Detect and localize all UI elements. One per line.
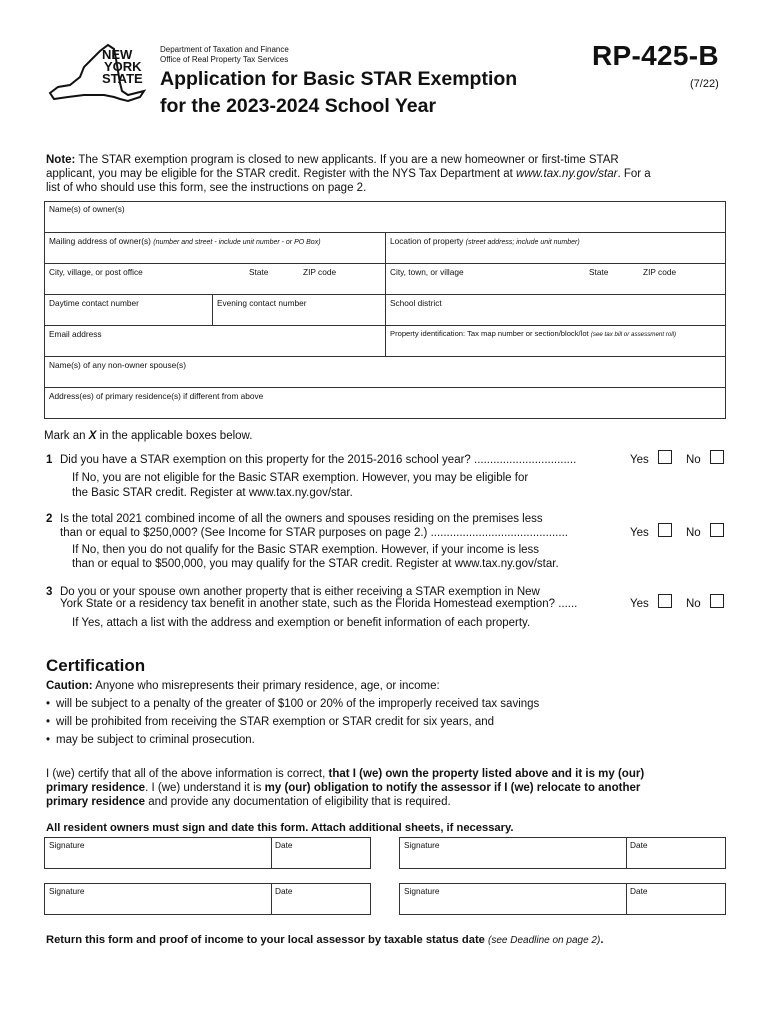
caution-text: Anyone who misrepresents their primary residence, age, or income: [92, 680, 440, 692]
daytime-phone-field[interactable] [44, 294, 213, 326]
mailing-city-field[interactable] [44, 263, 386, 295]
signature-label-3: Signature [49, 886, 85, 896]
return-hint: (see Deadline on page 2) [488, 935, 601, 946]
question-2-text-line1: Is the total 2021 combined income of all the owners and spouses residing on the premises less [60, 513, 543, 525]
property-zip-label: ZIP code [643, 267, 677, 277]
certify-line1 [46, 767, 644, 781]
office-name: Office of Real Property Tax Services [160, 54, 289, 64]
location-label-text: Location of property [390, 236, 464, 246]
signature-label-2: Signature [404, 840, 440, 850]
certify-text-3b: and provide any documentation of eligibility that is required. [145, 796, 451, 808]
school-district-field[interactable] [385, 294, 726, 326]
form-number: RP-425-B [592, 40, 719, 71]
question-2-no-checkbox[interactable] [710, 523, 724, 537]
mailing-address-field[interactable] [44, 232, 386, 264]
question-2 [46, 512, 726, 576]
question-1-number: 1 [46, 454, 53, 466]
caution-bullet-2-text: will be prohibited from receiving the STAR exemption or STAR credit for six years, and [56, 716, 495, 728]
mailing-zip-label: ZIP code [303, 267, 337, 277]
certify-text-2a: primary residence [46, 782, 146, 794]
owners-name-field[interactable] [44, 201, 726, 233]
certify-line2 [46, 781, 640, 795]
note-label: Note: [46, 154, 76, 166]
nys-logo [44, 41, 154, 107]
department-name: Department of Taxation and Finance [160, 45, 289, 54]
signature-label-1: Signature [49, 840, 85, 850]
question-2-no-label: No [686, 527, 701, 539]
certification-heading: Certification [46, 656, 146, 675]
email-field[interactable] [44, 325, 386, 357]
question-3-text-line1: Do you or your spouse own another property that is either receiving a STAR exemption in New [60, 586, 540, 598]
property-id-label [390, 329, 676, 338]
date-label-3: Date [275, 886, 293, 896]
question-2-text-line2: than or equal to $250,000? (See Income for STAR purposes on page 2.) ........................................... [60, 527, 568, 539]
owner-info-grid [44, 201, 726, 419]
question-1 [46, 453, 726, 503]
spouse-name-label: Name(s) of any non-owner spouse(s) [49, 360, 186, 370]
question-3-text-line2: York State or a residency tax benefit in another state, such as the Florida Homestead exemption? ...... [60, 598, 578, 610]
note-line1: The STAR exemption program is closed to new applicants. If you are a new homeowner or first-time STAR [75, 154, 619, 166]
mailing-state-label: State [249, 267, 269, 277]
form-revision-date: (7/22) [690, 78, 719, 90]
city-town-label: City, town, or village [390, 267, 464, 277]
question-3-yes-label: Yes [630, 598, 649, 610]
question-1-yes-label: Yes [630, 454, 649, 466]
mailing-hint: (number and street - include unit number - or PO Box) [153, 239, 321, 246]
form-title [160, 66, 517, 120]
return-text: Return this form and proof of income to your local assessor by taxable status date [46, 934, 488, 946]
logo-text-new: NEW [102, 47, 133, 62]
caution-bullet-1-text: will be subject to a penalty of the greater of $100 or 20% of the improperly received tax savings [56, 698, 540, 710]
property-location-label [390, 236, 580, 246]
signature-box-2[interactable] [399, 837, 726, 869]
certify-text-3a: primary residence [46, 796, 146, 808]
return-instruction [46, 934, 603, 946]
caution-bullet-1: • will be subject to a penalty of the greater of $100 or 20% of the improperly received tax savings [46, 698, 540, 710]
certify-line3 [46, 795, 451, 809]
question-2-yes-label: Yes [630, 527, 649, 539]
department-header [160, 45, 289, 64]
question-2-note-line2: than or equal to $500,000, you may qualify for the STAR credit. Register at www.tax.ny.gov/star. [72, 558, 559, 570]
daytime-phone-label: Daytime contact number [49, 298, 139, 308]
question-1-no-checkbox[interactable] [710, 450, 724, 464]
question-2-number: 2 [46, 513, 53, 525]
form-title-line1: Application for Basic STAR Exemption [160, 68, 518, 90]
caution-label: Caution: [46, 680, 93, 692]
date-label-1: Date [275, 840, 293, 850]
evening-phone-label: Evening contact number [217, 298, 307, 308]
certify-text-1b: that I (we) own the property listed above and it is my (our) [328, 768, 645, 780]
signature-box-3[interactable] [44, 883, 371, 915]
question-3-number: 3 [46, 586, 53, 598]
primary-residence-label: Address(es) of primary residence(s) if different from above [49, 391, 264, 401]
certify-text-2b: . I (we) understand it is [145, 782, 265, 794]
date-label-4: Date [630, 886, 648, 896]
caution-bullet-3-text: may be subject to criminal prosecution. [56, 734, 255, 746]
mark-instructions [44, 430, 252, 442]
mark-x: X [88, 430, 97, 442]
question-2-note-line1: If No, then you do not qualify for the Basic STAR exemption. However, if your income is less [72, 544, 540, 556]
caution-bullet-3: • may be subject to criminal prosecution. [46, 734, 255, 746]
caution-line [46, 679, 440, 693]
certify-text-1a: I (we) certify that all of the above information is correct, [46, 768, 329, 780]
note-paragraph [46, 153, 730, 195]
property-id-field[interactable] [385, 325, 726, 357]
logo-text-york: YORK [104, 59, 142, 74]
question-3 [46, 585, 726, 635]
star-link[interactable]: www.tax.ny.gov/star [516, 168, 618, 180]
certify-text-2c: my (our) obligation to notify the assessor if I (we) relocate to another [264, 782, 641, 794]
question-1-yes-checkbox[interactable] [658, 450, 672, 464]
signature-box-1[interactable] [44, 837, 371, 869]
question-1-text: Did you have a STAR exemption on this property for the 2015-2016 school year? ................................ [60, 454, 577, 466]
signature-box-4[interactable] [399, 883, 726, 915]
mark-text-a: Mark an [44, 430, 89, 442]
sign-instruction: All resident owners must sign and date this form. Attach additional sheets, if necessary. [46, 822, 514, 834]
property-id-text: Property identification: Tax map number or section/block/lot [390, 329, 589, 338]
property-id-hint: (see tax bill or assessment roll) [590, 331, 677, 338]
mailing-label-text: Mailing address of owner(s) [49, 236, 151, 246]
mark-text-b: in the applicable boxes below. [96, 430, 253, 442]
evening-phone-field[interactable] [212, 294, 386, 326]
property-state-label: State [589, 267, 609, 277]
note-line2: applicant, you may be eligible for the STAR credit. Register with the NYS Tax Department at [46, 168, 517, 180]
signature-label-4: Signature [404, 886, 440, 896]
spouse-name-field[interactable] [44, 356, 726, 388]
return-end: . [600, 934, 604, 946]
question-3-no-label: No [686, 598, 701, 610]
mailing-address-label [49, 236, 321, 246]
question-3-note-line1: If Yes, attach a list with the address and exemption or benefit information of each property. [72, 617, 531, 629]
note-line3: list of who should use this form, see the instructions on page 2. [46, 182, 367, 194]
location-hint: (street address; include unit number) [465, 239, 580, 246]
question-3-yes-checkbox[interactable] [658, 594, 672, 608]
primary-residence-field[interactable] [44, 387, 726, 419]
question-2-yes-checkbox[interactable] [658, 523, 672, 537]
owners-name-label: Name(s) of owner(s) [49, 204, 125, 214]
school-district-label: School district [390, 298, 442, 308]
form-title-line2: for the 2023-2024 School Year [160, 95, 437, 117]
date-label-2: Date [630, 840, 648, 850]
question-1-note-line2: the Basic STAR credit. Register at www.tax.ny.gov/star. [72, 487, 353, 499]
question-3-no-checkbox[interactable] [710, 594, 724, 608]
note-line2-end: . For a [617, 168, 651, 180]
question-1-no-label: No [686, 454, 701, 466]
property-location-field[interactable] [385, 232, 726, 264]
property-city-field[interactable] [385, 263, 726, 295]
logo-text-state: STATE [102, 71, 143, 86]
email-label: Email address [49, 329, 102, 339]
city-village-label: City, village, or post office [49, 267, 143, 277]
question-1-note-line1: If No, you are not eligible for the Basic STAR exemption. However, you may be eligible for [72, 472, 529, 484]
caution-bullet-2: • will be prohibited from receiving the STAR exemption or STAR credit for six years, and [46, 716, 495, 728]
